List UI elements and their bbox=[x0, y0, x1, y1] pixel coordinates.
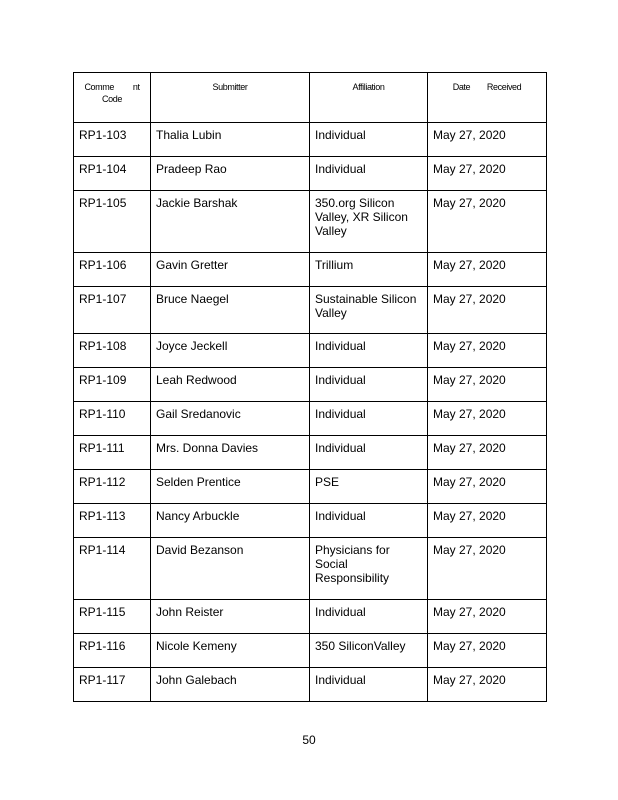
table-row bbox=[74, 470, 547, 504]
submitter-cell: Leah Redwood bbox=[151, 368, 310, 402]
comment-code-cell: RP1-113 bbox=[74, 504, 151, 538]
affiliation-cell: Physicians for Social Responsibility bbox=[310, 538, 428, 600]
date-received-cell: May 27, 2020 bbox=[428, 253, 547, 287]
table-row bbox=[74, 402, 547, 436]
table-row bbox=[74, 600, 547, 634]
submitter-cell: Joyce Jeckell bbox=[151, 334, 310, 368]
header-date-received: Date Received bbox=[428, 73, 547, 123]
table-row bbox=[74, 668, 547, 702]
submitter-cell: Mrs. Donna Davies bbox=[151, 436, 310, 470]
submitter-cell: Bruce Naegel bbox=[151, 287, 310, 334]
comment-code-cell: RP1-103 bbox=[74, 123, 151, 157]
table-row bbox=[74, 538, 547, 600]
table-row bbox=[74, 504, 547, 538]
affiliation-cell: Sustainable Silicon Valley bbox=[310, 287, 428, 334]
header-comment-code bbox=[74, 73, 151, 123]
table-row bbox=[74, 253, 547, 287]
table-row bbox=[74, 287, 547, 334]
affiliation-cell: Individual bbox=[310, 668, 428, 702]
submitter-cell: Thalia Lubin bbox=[151, 123, 310, 157]
date-received-cell: May 27, 2020 bbox=[428, 287, 547, 334]
submitter-cell: John Reister bbox=[151, 600, 310, 634]
table-row bbox=[74, 123, 547, 157]
submitter-cell: Pradeep Rao bbox=[151, 157, 310, 191]
table-row bbox=[74, 191, 547, 253]
table-row bbox=[74, 634, 547, 668]
header-submitter: Submitter bbox=[151, 73, 310, 123]
affiliation-cell: 350.org Silicon Valley, XR Silicon Valley bbox=[310, 191, 428, 253]
affiliation-cell: Individual bbox=[310, 504, 428, 538]
header-row bbox=[74, 73, 547, 123]
table-row bbox=[74, 334, 547, 368]
affiliation-cell: Individual bbox=[310, 157, 428, 191]
date-received-cell: May 27, 2020 bbox=[428, 634, 547, 668]
comment-code-cell: RP1-106 bbox=[74, 253, 151, 287]
date-received-cell: May 27, 2020 bbox=[428, 504, 547, 538]
affiliation-cell: Individual bbox=[310, 600, 428, 634]
submitter-cell: Gail Sredanovic bbox=[151, 402, 310, 436]
date-received-cell: May 27, 2020 bbox=[428, 157, 547, 191]
affiliation-cell: Individual bbox=[310, 436, 428, 470]
date-received-cell: May 27, 2020 bbox=[428, 668, 547, 702]
comment-code-cell: RP1-115 bbox=[74, 600, 151, 634]
submitter-cell: Nicole Kemeny bbox=[151, 634, 310, 668]
date-received-cell: May 27, 2020 bbox=[428, 436, 547, 470]
submitter-cell: Selden Prentice bbox=[151, 470, 310, 504]
comment-code-cell: RP1-104 bbox=[74, 157, 151, 191]
page-number: 50 bbox=[302, 733, 316, 747]
comment-code-cell: RP1-112 bbox=[74, 470, 151, 504]
affiliation-cell: Individual bbox=[310, 402, 428, 436]
comment-code-cell: RP1-109 bbox=[74, 368, 151, 402]
date-received-cell: May 27, 2020 bbox=[428, 538, 547, 600]
table-row bbox=[74, 157, 547, 191]
submitter-cell: Jackie Barshak bbox=[151, 191, 310, 253]
affiliation-cell: 350 SiliconValley bbox=[310, 634, 428, 668]
comment-code-cell: RP1-108 bbox=[74, 334, 151, 368]
comment-code-cell: RP1-105 bbox=[74, 191, 151, 253]
date-received-cell: May 27, 2020 bbox=[428, 123, 547, 157]
submitter-cell: David Bezanson bbox=[151, 538, 310, 600]
date-received-cell: May 27, 2020 bbox=[428, 402, 547, 436]
affiliation-cell: Trillium bbox=[310, 253, 428, 287]
comment-code-cell: RP1-116 bbox=[74, 634, 151, 668]
date-received-cell: May 27, 2020 bbox=[428, 191, 547, 253]
affiliation-cell: Individual bbox=[310, 334, 428, 368]
table-row bbox=[74, 368, 547, 402]
table-row bbox=[74, 436, 547, 470]
affiliation-cell: Individual bbox=[310, 123, 428, 157]
comment-code-cell: RP1-111 bbox=[74, 436, 151, 470]
header-code-line2: Code bbox=[102, 94, 122, 104]
date-received-cell: May 27, 2020 bbox=[428, 600, 547, 634]
comment-code-cell: RP1-114 bbox=[74, 538, 151, 600]
submitter-cell: Gavin Gretter bbox=[151, 253, 310, 287]
comment-code-cell: RP1-110 bbox=[74, 402, 151, 436]
affiliation-cell: Individual bbox=[310, 368, 428, 402]
comment-code-cell: RP1-107 bbox=[74, 287, 151, 334]
date-received-cell: May 27, 2020 bbox=[428, 470, 547, 504]
submitter-cell: John Galebach bbox=[151, 668, 310, 702]
date-received-cell: May 27, 2020 bbox=[428, 334, 547, 368]
comment-code-cell: RP1-117 bbox=[74, 668, 151, 702]
affiliation-cell: PSE bbox=[310, 470, 428, 504]
comments-table bbox=[73, 72, 547, 702]
header-affiliation: Affiliation bbox=[310, 73, 428, 123]
header-code-line1: Comme nt bbox=[84, 82, 140, 92]
submitter-cell: Nancy Arbuckle bbox=[151, 504, 310, 538]
date-received-cell: May 27, 2020 bbox=[428, 368, 547, 402]
